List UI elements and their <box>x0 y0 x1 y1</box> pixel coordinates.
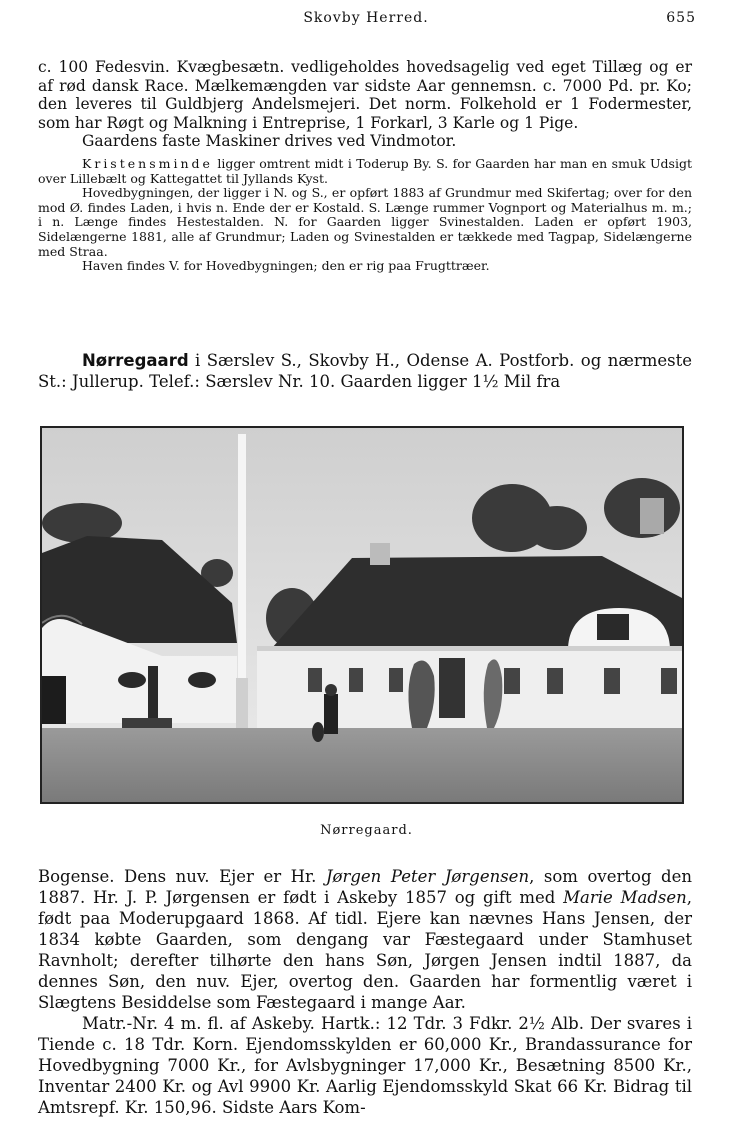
paragraph-location <box>38 157 692 186</box>
paragraph-ownership <box>38 866 692 1013</box>
farmyard-photo-illustration <box>42 428 682 802</box>
paragraph-livestock: c. 100 Fedesvin. Kvægbesætn. vedligeholdes hovedsagelig ved eget Tillæg og er af rød dansk Race. Mælkemængden var sidste Aar gennemsn. c. 7000 Pd. pr. Ko; den leveres til Guldbjerg Andelsmejeri. Det norm. Folkehold er 1 Fodermester, som har Røgt og Malkning i Entreprise, 1 Forkarl, 3 Karle og 1 Pige. <box>38 58 692 132</box>
farm-name-spaced: Kristensminde <box>82 155 213 171</box>
location-text: ligger omtrent midt i Toderup By. S. for Gaarden har man en smuk Udsigt over Lillebælt og Kattegattet til Jyllands Kyst. <box>38 155 692 186</box>
norregaard-heading-paragraph <box>38 350 692 392</box>
running-header <box>36 10 696 32</box>
ownership-text-a: Bogense. Dens nuv. Ejer er Hr. <box>38 867 326 886</box>
header-title: Skovby Herred. <box>303 10 429 26</box>
wife-name: Marie Madsen <box>563 888 687 907</box>
paragraph-buildings: Hovedbygningen, der ligger i N. og S., er opført 1883 af Grundmur med Skifertag; over for den mod Ø. findes Laden, i hvis n. Ende der er Kostald. S. Længe rummer Vognport og Materialhus m. m.; i n. Længe findes Hestestalden. N. for Gaarden ligger Svinestalden. Laden er opført 1903, Sidelængerne 1881, alle af Grundmur; Laden og Svinestalden er tækkede med Tagpap, Sidelængerne med Straa. <box>38 185 692 259</box>
ownership-text-c: , født paa Moderupgaard 1868. Af tidl. Ejere kan nævnes Hans Jensen, der 1834 købte Gaarden, som dengang var Fæstegaard under Stamhuset Ravnholt; derefter tilhørte den hans Søn, Jørgen Jensen indtil 1887, da dennes Søn, den nuv. Ejer, overtog den. Gaarden har formentlig været i Slægtens Besiddelse som Fæstegaard i mange Aar. <box>38 888 692 1012</box>
intro-text: i Særslev S., Skovby H., Odense A. Postforb. og nærmeste St.: Jullerup. Telef.: Særslev Nr. 10. Gaarden ligger 1½ Mil fra <box>38 351 692 391</box>
page-number: 655 <box>666 10 696 26</box>
farm-photograph <box>40 426 684 804</box>
owner-name: Jørgen Peter Jørgensen <box>325 867 530 886</box>
paragraph-machines: Gaardens faste Maskiner drives ved Vindmotor. <box>82 132 457 151</box>
paragraph-garden: Haven findes V. for Hovedbygningen; den er rig paa Frugttræer. <box>82 258 490 274</box>
norregaard-intro <box>38 350 692 392</box>
kristensminde-section <box>38 58 692 274</box>
photo-caption: Nørregaard. <box>320 823 413 838</box>
ownership-text-b: , som overtog den 1887. Hr. J. P. Jørgensen er født i Askeby 1857 og gift med <box>38 867 693 907</box>
norregaard-history <box>38 866 692 1118</box>
paragraph-property-values: Matr.-Nr. 4 m. fl. af Askeby. Hartk.: 12 Tdr. 3 Fdkr. 2½ Alb. Der svares i Tiende c. 18 Tdr. Korn. Ejendomsskylden er 60,000 Kr., Brandassurance for Hovedbygning 7000 Kr., for Avlsbygninger 17,000 Kr., Besætning 8500 Kr., Inventar 2400 Kr. og Avl 9900 Kr. Aarlig Ejendomsskyld Skat 66 Kr. Bidrag til Amtsrepf. Kr. 150,96. Sidste Aars Kom- <box>38 1014 692 1117</box>
farm-heading: Nørregaard <box>82 351 189 370</box>
